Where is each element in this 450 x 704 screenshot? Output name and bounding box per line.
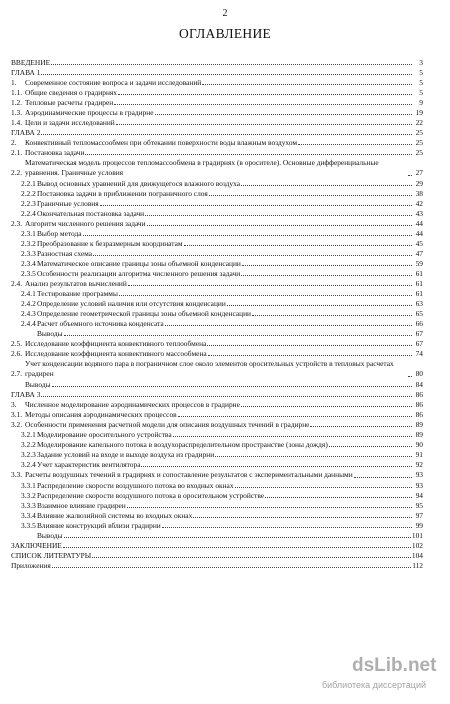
toc-leader-dots (241, 406, 412, 407)
toc-entry-title: Исследование коэффициента конвективного теплообмена (25, 339, 207, 348)
toc-entry-title: Выводы (25, 380, 51, 389)
toc-entry-page: 99 (415, 521, 423, 530)
toc-entry[interactable] (11, 299, 423, 309)
toc-leader-dots (92, 557, 411, 558)
toc-entry-number: 3.2.3 (21, 450, 36, 459)
toc-entry[interactable] (11, 481, 423, 491)
toc-entry-page: 43 (415, 209, 423, 218)
toc-entry-number: 3.3.2 (21, 491, 36, 500)
toc-entry[interactable] (11, 249, 423, 259)
toc-entry-title: Современное состояние вопроса и задачи исследований (25, 78, 202, 87)
toc-entry-page: 97 (415, 511, 423, 520)
toc-entry-page: 90 (415, 440, 423, 449)
toc-entry-title: Постановка задачи в приближении пограничного слоя (37, 189, 208, 198)
toc-entry-title: Тепловые расчеты градирен (25, 98, 114, 107)
toc-leader-dots (64, 537, 411, 538)
toc-entry[interactable] (11, 561, 423, 571)
toc-entry-page: 67 (415, 329, 423, 338)
toc-leader-dots (235, 487, 412, 488)
toc-entry-number: 2. (11, 138, 17, 147)
toc-entry-title: Методы описания аэродинамических процессов (25, 410, 177, 419)
toc-entry-number: 2.7. (11, 369, 23, 378)
toc-entry-page: 61 (415, 289, 423, 298)
toc-entry[interactable] (11, 541, 423, 551)
toc-entry-title: СПИСОК ЛИТЕРАТУРЫ (11, 551, 92, 560)
toc-entry-number: 2.2.4 (21, 209, 36, 218)
toc-entry-number: 1. (11, 78, 17, 87)
toc-entry-title: Задание условий на входе и выходе воздуха из градирни (37, 450, 215, 459)
toc-entry-title: Моделирование капельного потока в воздухораспределительном пространстве (зоны дождя) (37, 440, 328, 449)
toc-entry[interactable] (11, 551, 423, 561)
toc-entry-number: 3.3.5 (21, 521, 36, 530)
toc-leader-dots (209, 195, 412, 196)
toc-entry-number: 2.4.2 (21, 299, 36, 308)
toc-entry[interactable] (11, 460, 423, 470)
toc-entry-page: 5 (419, 68, 423, 77)
toc-entry-title: Постановка задачи (25, 148, 85, 157)
toc-entry-number: 2.3.5 (21, 269, 36, 278)
toc-entry-number: 3.1. (11, 410, 23, 419)
toc-leader-dots (184, 245, 412, 246)
toc-entry[interactable] (11, 319, 423, 329)
toc-entry[interactable] (11, 420, 423, 430)
toc-entry-number: 2.3.3 (21, 249, 36, 258)
toc-entry[interactable] (11, 199, 423, 209)
toc-entry[interactable] (11, 329, 423, 339)
toc-entry[interactable] (11, 88, 423, 98)
toc-entry[interactable] (11, 309, 423, 319)
watermark-logo: dsLib.net (352, 655, 437, 676)
toc-entry-title: Определение условий наличия или отсутствия конденсации (37, 299, 226, 308)
toc-entry[interactable] (11, 349, 423, 359)
toc-entry-number: 3.2.4 (21, 460, 36, 469)
toc-entry[interactable] (11, 450, 423, 460)
toc-entry[interactable] (11, 430, 423, 440)
toc-entry-number: 2.2.3 (21, 199, 36, 208)
toc-entry-title: Расчет объемного источника конденсата (37, 319, 164, 328)
toc-entry-title: Моделирование оросительного устройства (37, 430, 172, 439)
toc-leader-dots (93, 255, 412, 256)
toc-entry-page: 101 (411, 531, 423, 540)
toc-leader-dots (310, 426, 412, 427)
toc-entry-page: 59 (415, 259, 423, 268)
toc-leader-dots (119, 295, 412, 296)
toc-entry-page: 84 (415, 380, 423, 389)
toc-leader-dots (193, 517, 412, 518)
toc-entry[interactable] (11, 491, 423, 501)
toc-entry-title: Особенности применения расчетной модели для описания воздушных течений в градирне (25, 420, 310, 429)
toc-entry-title: ГЛАВА 2 (11, 128, 41, 137)
toc-leader-dots (41, 134, 412, 135)
toc-leader-dots (408, 175, 412, 176)
toc-entry-number: 2.4. (11, 279, 23, 288)
toc-entry-number: 2.4.3 (21, 309, 36, 318)
toc-entry[interactable] (11, 470, 423, 480)
toc-leader-dots (85, 154, 412, 155)
toc-entry[interactable] (11, 179, 423, 189)
toc-entry[interactable] (11, 189, 423, 199)
toc-entry-number: 2.5. (11, 339, 23, 348)
toc-entry-title: ГЛАВА 1 (11, 68, 41, 77)
toc-entry[interactable] (11, 219, 423, 229)
toc-entry-number: 1.1. (11, 88, 23, 97)
toc-entry-page: 112 (412, 561, 423, 570)
toc-leader-dots (215, 456, 412, 457)
toc-leader-dots (298, 144, 412, 145)
toc-leader-dots (207, 345, 412, 346)
toc-entry-page: 22 (415, 118, 423, 127)
toc-entry-page: 80 (415, 369, 423, 378)
toc-entry-title: Цели и задачи исследований (25, 118, 115, 127)
toc-entry-title: Граничные условия (37, 199, 99, 208)
toc-leader-dots (63, 547, 411, 548)
toc-entry[interactable] (11, 359, 423, 379)
toc-entry-page: 86 (415, 400, 423, 409)
toc-entry-number: 3.2.2 (21, 440, 36, 449)
toc-entry-number: 3.2.1 (21, 430, 36, 439)
toc-leader-dots (155, 114, 412, 115)
toc-entry-page: 74 (415, 349, 423, 358)
watermark-tagline: библиотека диссертаций (322, 680, 427, 690)
toc-leader-dots (52, 567, 411, 568)
toc-entry-page: 61 (415, 279, 423, 288)
toc-leader-dots (162, 527, 412, 528)
toc-entry-title: Алгоритм численного решения задачи (25, 219, 146, 228)
toc-entry-title: Общие сведения о градирнях (25, 88, 117, 97)
toc-leader-dots (227, 305, 412, 306)
toc-entry-title: Особенности реализации алгоритма численного решения задачи (37, 269, 241, 278)
toc-entry-page: 19 (415, 108, 423, 117)
toc-entry[interactable] (11, 511, 423, 521)
toc-entry-page: 9 (419, 98, 423, 107)
toc-entry[interactable] (11, 78, 423, 88)
toc-entry-page: 61 (415, 269, 423, 278)
toc-entry-title: Влияние конструкций вблизи градирни (37, 521, 161, 530)
toc-entry-page: 94 (415, 491, 423, 500)
toc-entry-title: Аэродинамические процессы в градирне (25, 108, 154, 117)
toc-entry-title: Тестирование программы (37, 289, 118, 298)
toc-entry-title: Преобразование к безразмерным координатам (37, 239, 183, 248)
toc-entry[interactable] (11, 289, 423, 299)
toc-leader-dots (408, 376, 412, 377)
toc-entry-page: 27 (415, 168, 423, 177)
toc-entry-page: 29 (415, 179, 423, 188)
toc-entry[interactable] (11, 68, 423, 78)
toc-entry[interactable] (11, 239, 423, 249)
toc-leader-dots (147, 225, 412, 226)
toc-entry[interactable] (11, 158, 423, 178)
toc-leader-dots (242, 265, 412, 266)
toc-entry-title: Численное моделирование аэродинамических процессов в градирне (25, 400, 240, 409)
toc-entry-number: 1.4. (11, 118, 23, 127)
toc-entry-title: Распределение скорости воздушного потока во входных окнах (37, 481, 234, 490)
toc-entry-title: Влияние жалюзийной системы во входных окнах (37, 511, 193, 520)
page-number: 2 (222, 8, 228, 19)
toc-leader-dots (41, 74, 412, 75)
toc-entry-page: 86 (415, 410, 423, 419)
toc-entry-title: Выводы (37, 329, 63, 338)
toc-leader-dots (52, 386, 412, 387)
toc-entry-page: 5 (419, 78, 423, 87)
toc-entry-page: 38 (415, 189, 423, 198)
toc-entry-number: 2.3.4 (21, 259, 36, 268)
toc-leader-dots (329, 446, 412, 447)
toc-leader-dots (64, 335, 412, 336)
toc-entry[interactable] (11, 380, 423, 390)
toc-entry-number: 2.4.1 (21, 289, 36, 298)
toc-entry-page: 102 (411, 541, 423, 550)
toc-entry-title: Взаимное влияние градирен (37, 501, 126, 510)
toc-entry-number: 3.2. (11, 420, 23, 429)
toc-entry[interactable] (11, 501, 423, 511)
toc-entry-number: 1.2. (11, 98, 23, 107)
toc-entry-page: 95 (415, 501, 423, 510)
toc-entry-number: 3. (11, 400, 17, 409)
toc-entry-page: 45 (415, 239, 423, 248)
toc-leader-dots (208, 355, 412, 356)
toc-entry-number: 2.2.2 (21, 189, 36, 198)
toc-entry-page: 25 (415, 148, 423, 157)
toc-entry-title: Выводы (37, 531, 63, 540)
toc-entry-page: 3 (419, 58, 423, 67)
toc-entry-page: 89 (415, 420, 423, 429)
toc-entry[interactable] (11, 128, 423, 138)
toc-leader-dots (83, 235, 412, 236)
toc-entry[interactable] (11, 108, 423, 118)
toc-leader-dots (116, 124, 412, 125)
toc-entry-title: Учет конденсации водяного пара в пограничном слое около элементов оросительных устройств в тепловых расчетах градирен (25, 359, 394, 378)
toc-leader-dots (41, 396, 412, 397)
toc-entry-title: Математическая модель процессов тепломассообмена в градирнях (в оросителе). Основные дифференциальные уравнения. Граничные условия (25, 158, 379, 177)
toc-entry-page: 104 (411, 551, 423, 560)
toc-entry-number: 2.2.1 (21, 179, 36, 188)
toc-entry[interactable] (11, 259, 423, 269)
toc-leader-dots (100, 205, 412, 206)
toc-entry-title: Математическое описание границы зоны объемной конденсации (37, 259, 241, 268)
toc-leader-dots (141, 466, 412, 467)
toc-entry[interactable] (11, 440, 423, 450)
toc-entry-title: Анализ результатов вычислений (25, 279, 127, 288)
toc-leader-dots (118, 94, 412, 95)
toc-entry-title: ВВЕДЕНИЕ (11, 58, 51, 67)
toc-entry-page: 5 (419, 88, 423, 97)
toc-entry-page: 93 (415, 470, 423, 479)
toc-entry-number: 2.2. (11, 168, 23, 177)
toc-leader-dots (128, 285, 412, 286)
toc-entry[interactable] (11, 279, 423, 289)
toc-entry-number: 1.3. (11, 108, 23, 117)
toc-entry-number: 3.3.1 (21, 481, 36, 490)
toc-entry-number: 3.3. (11, 470, 23, 479)
toc-entry[interactable] (11, 531, 423, 541)
toc-entry-page: 42 (415, 199, 423, 208)
toc-entry-number: 2.3.1 (21, 229, 36, 238)
toc-leader-dots (127, 507, 412, 508)
toc-entry-number: 2.3.2 (21, 239, 36, 248)
toc-entry-number: 2.6. (11, 349, 23, 358)
toc-entry-title: Исследование коэффициента конвективного массообмена (25, 349, 207, 358)
toc-entry-page: 89 (415, 430, 423, 439)
toc-entry-title: ЗАКЛЮЧЕНИЕ (11, 541, 62, 550)
toc-entry-title: Конвективный тепломассообмен при обтекании поверхности воды влажным воздухом (25, 138, 298, 147)
toc-leader-dots (252, 315, 412, 316)
toc-leader-dots (165, 325, 412, 326)
toc-entry[interactable] (11, 138, 423, 148)
table-of-contents (11, 58, 423, 571)
toc-leader-dots (178, 416, 412, 417)
toc-entry-page: 65 (415, 309, 423, 318)
toc-entry-page: 93 (415, 481, 423, 490)
toc-entry[interactable] (11, 229, 423, 239)
toc-entry-title: Приложения (11, 561, 51, 570)
toc-entry-title: Расчеты воздушных течений в градирнях и сопоставление результатов с экспериментальными данными (25, 470, 353, 479)
toc-entry[interactable] (11, 269, 423, 279)
toc-entry-page: 92 (415, 460, 423, 469)
toc-entry[interactable] (11, 390, 423, 400)
toc-entry[interactable] (11, 148, 423, 158)
toc-entry[interactable] (11, 400, 423, 410)
toc-entry-title: Вывод основных уравнений для движущегося влажного воздуха (37, 179, 240, 188)
toc-entry-title: Определение геометрической границы зоны объемной конденсации (37, 309, 251, 318)
toc-leader-dots (265, 497, 412, 498)
toc-entry-title: Учет характеристик вентилятора (37, 460, 141, 469)
toc-entry[interactable] (11, 410, 423, 420)
toc-entry-page: 63 (415, 299, 423, 308)
toc-entry-number: 3.3.3 (21, 501, 36, 510)
toc-entry[interactable] (11, 58, 423, 68)
toc-entry-page: 86 (415, 390, 423, 399)
toc-leader-dots (241, 275, 412, 276)
toc-entry-title: Окончательная постановка задачи (37, 209, 145, 218)
toc-entry[interactable] (11, 339, 423, 349)
toc-leader-dots (51, 64, 412, 65)
toc-leader-dots (241, 185, 412, 186)
toc-entry-number: 2.3. (11, 219, 23, 228)
toc-entry-title: Разностная схема (37, 249, 93, 258)
toc-entry-title: Выбор метода (37, 229, 82, 238)
toc-leader-dots (173, 436, 412, 437)
toc-entry-page: 25 (415, 138, 423, 147)
toc-entry-title: Распределение скорости воздушного потока в оросительном устройстве (37, 491, 265, 500)
toc-entry-page: 91 (415, 450, 423, 459)
toc-entry-page: 44 (415, 229, 423, 238)
toc-entry[interactable] (11, 209, 423, 219)
toc-entry-number: 2.4.4 (21, 319, 36, 328)
toc-leader-dots (354, 477, 412, 478)
toc-entry-page: 67 (415, 339, 423, 348)
toc-entry-page: 44 (415, 219, 423, 228)
toc-entry[interactable] (11, 521, 423, 531)
toc-leader-dots (145, 215, 412, 216)
toc-entry[interactable] (11, 98, 423, 108)
toc-entry-page: 25 (415, 128, 423, 137)
toc-leader-dots (202, 84, 412, 85)
toc-entry-number: 2.1. (11, 148, 23, 157)
toc-entry-number: 3.3.4 (21, 511, 36, 520)
toc-entry-page: 66 (415, 319, 423, 328)
toc-entry-page: 47 (415, 249, 423, 258)
toc-leader-dots (114, 104, 412, 105)
toc-entry-title: ГЛАВА 3 (11, 390, 41, 399)
toc-heading: ОГЛАВЛЕНИЕ (178, 26, 272, 41)
toc-entry[interactable] (11, 118, 423, 128)
